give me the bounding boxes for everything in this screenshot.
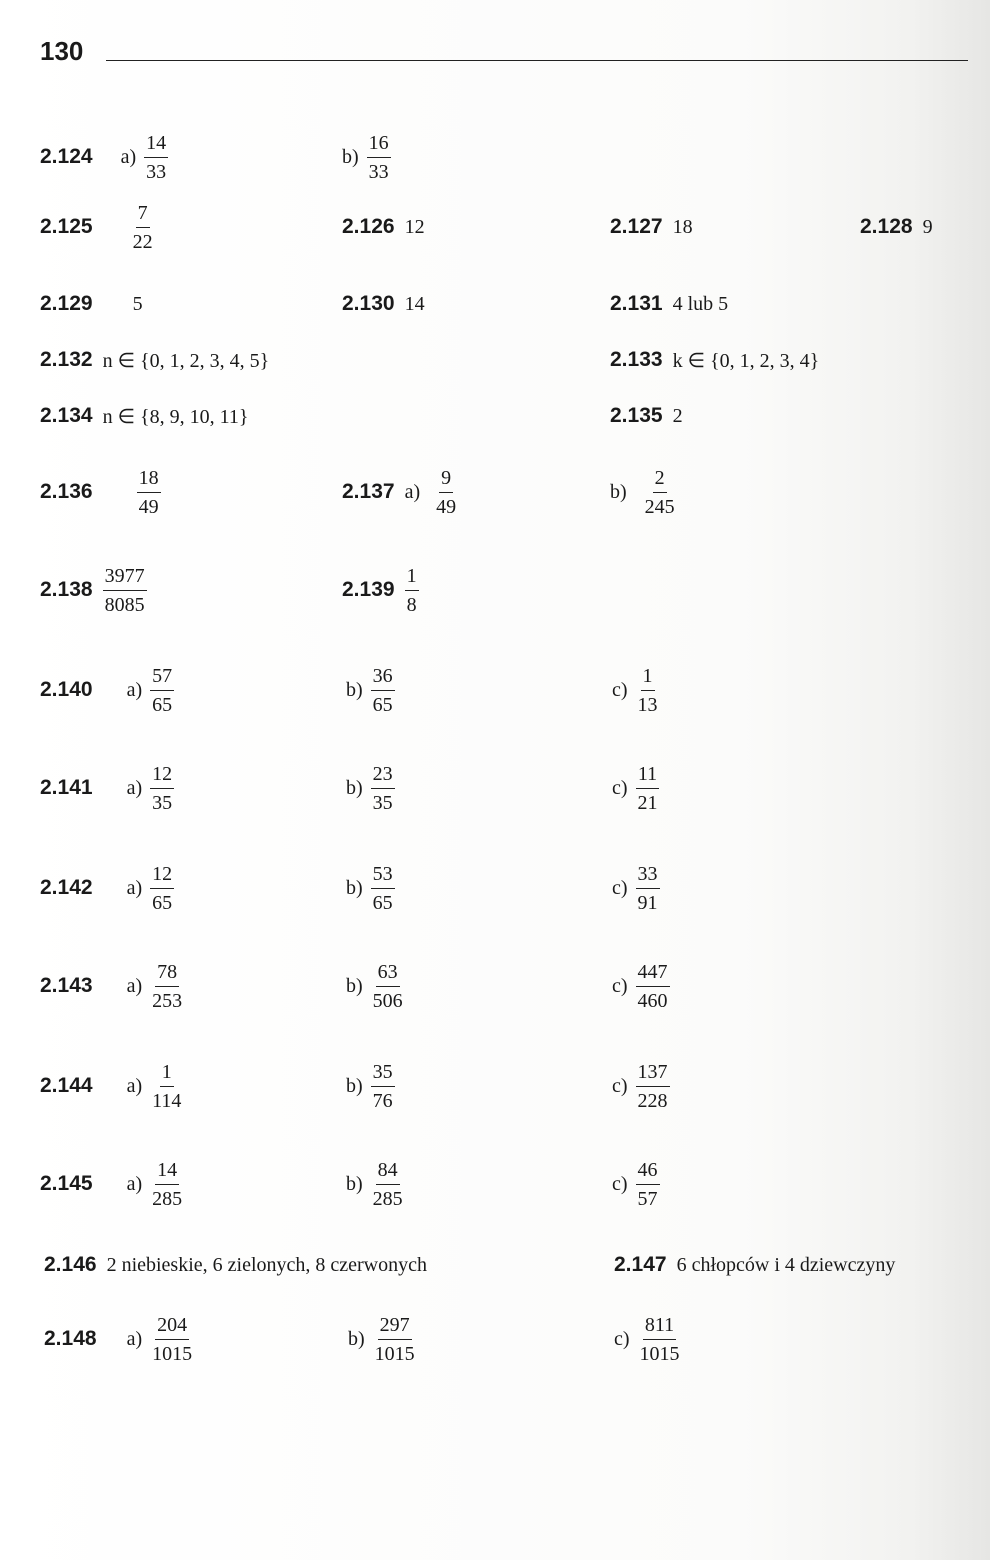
part-label-a: a) bbox=[126, 974, 143, 997]
answer-fraction-a bbox=[150, 863, 174, 914]
problem-number: 2.130 bbox=[342, 292, 395, 315]
part-label-c: c) bbox=[612, 974, 628, 997]
problem-number: 2.128 bbox=[860, 215, 913, 238]
answer-row-2-148 bbox=[0, 1308, 990, 1370]
answer-fraction-a bbox=[150, 665, 174, 716]
numerator: 53 bbox=[371, 863, 395, 889]
denominator: 33 bbox=[146, 160, 167, 183]
part-label-b: b) bbox=[346, 974, 363, 997]
answer-row-2-132 bbox=[0, 342, 990, 378]
answer-fraction bbox=[103, 565, 147, 616]
answer-fraction-b bbox=[373, 1314, 417, 1365]
part-label-b: b) bbox=[346, 1172, 363, 1195]
answer-set: k ∈ {0, 1, 2, 3, 4} bbox=[672, 349, 820, 372]
numerator: 46 bbox=[636, 1159, 660, 1185]
denominator: 91 bbox=[637, 891, 658, 914]
answer-fraction-c bbox=[636, 763, 660, 814]
part-label-a: a) bbox=[404, 480, 421, 503]
numerator: 18 bbox=[137, 467, 161, 493]
answer-fraction-a bbox=[434, 467, 458, 518]
numerator: 1 bbox=[641, 665, 655, 691]
denominator: 35 bbox=[372, 791, 393, 814]
answer-fraction-c bbox=[636, 863, 660, 914]
part-label-a: a) bbox=[126, 1172, 143, 1195]
part-label-b: b) bbox=[348, 1327, 365, 1350]
header-rule bbox=[106, 60, 968, 61]
answer-value: 9 bbox=[922, 215, 933, 238]
denominator: 33 bbox=[368, 160, 389, 183]
problem-number: 2.133 bbox=[610, 348, 663, 371]
page-number: 130 bbox=[40, 36, 84, 66]
problem-number: 2.148 bbox=[44, 1327, 97, 1350]
problem-number: 2.145 bbox=[40, 1172, 93, 1195]
numerator: 78 bbox=[155, 961, 179, 987]
part-label-b: b) bbox=[346, 876, 363, 899]
denominator: 35 bbox=[152, 791, 173, 814]
numerator: 12 bbox=[150, 763, 174, 789]
problem-number: 2.126 bbox=[342, 215, 395, 238]
denominator: 460 bbox=[637, 989, 668, 1012]
part-label-a: a) bbox=[126, 776, 143, 799]
answer-fraction-b bbox=[371, 863, 395, 914]
denominator: 8085 bbox=[104, 593, 145, 616]
denominator: 245 bbox=[644, 495, 675, 518]
numerator: 36 bbox=[371, 665, 395, 691]
answer-fraction bbox=[137, 467, 161, 518]
denominator: 1015 bbox=[639, 1342, 680, 1365]
denominator: 228 bbox=[637, 1089, 668, 1112]
part-label-c: c) bbox=[612, 876, 628, 899]
denominator: 21 bbox=[637, 791, 658, 814]
answer-fraction-b bbox=[371, 665, 395, 716]
numerator: 204 bbox=[155, 1314, 189, 1340]
problem-number: 2.147 bbox=[614, 1253, 667, 1276]
part-label-a: a) bbox=[126, 678, 143, 701]
part-label-a: a) bbox=[126, 876, 143, 899]
numerator: 12 bbox=[150, 863, 174, 889]
denominator: 65 bbox=[152, 693, 173, 716]
part-label-b: b) bbox=[346, 1074, 363, 1097]
part-label-b: b) bbox=[342, 145, 359, 168]
part-label-c: c) bbox=[612, 1074, 628, 1097]
part-label-c: c) bbox=[614, 1327, 630, 1350]
denominator: 8 bbox=[406, 593, 417, 616]
answer-fraction-b bbox=[371, 961, 405, 1012]
answer-fraction-c bbox=[638, 1314, 682, 1365]
denominator: 1015 bbox=[152, 1342, 193, 1365]
answer-row-2-143 bbox=[0, 956, 990, 1016]
part-label-a: a) bbox=[120, 145, 137, 168]
problem-number: 2.138 bbox=[40, 578, 93, 601]
numerator: 35 bbox=[371, 1061, 395, 1087]
problem-number: 2.141 bbox=[40, 776, 93, 799]
denominator: 65 bbox=[372, 891, 393, 914]
answer-value: 14 bbox=[404, 292, 425, 315]
answer-fraction-c bbox=[636, 665, 660, 716]
numerator: 297 bbox=[378, 1314, 412, 1340]
denominator: 65 bbox=[372, 693, 393, 716]
numerator: 23 bbox=[371, 763, 395, 789]
numerator: 3977 bbox=[103, 565, 147, 591]
answer-fraction-b bbox=[371, 1159, 405, 1210]
answer-fraction bbox=[405, 565, 419, 616]
denominator: 1015 bbox=[374, 1342, 415, 1365]
answer-set: n ∈ {8, 9, 10, 11} bbox=[102, 405, 249, 428]
problem-number: 2.124 bbox=[40, 145, 93, 168]
denominator: 253 bbox=[152, 989, 183, 1012]
numerator: 1 bbox=[160, 1061, 174, 1087]
answer-row-2-140 bbox=[0, 660, 990, 720]
answer-row-2-125 bbox=[0, 198, 990, 256]
answer-value: 12 bbox=[404, 215, 425, 238]
part-label-a: a) bbox=[126, 1327, 143, 1350]
denominator: 76 bbox=[372, 1089, 393, 1112]
answer-fraction-b bbox=[371, 1061, 395, 1112]
part-label-c: c) bbox=[612, 1172, 628, 1195]
numerator: 14 bbox=[155, 1159, 179, 1185]
numerator: 9 bbox=[439, 467, 453, 493]
answer-value: 4 lub 5 bbox=[672, 292, 729, 315]
answer-fraction-c bbox=[636, 961, 670, 1012]
numerator: 1 bbox=[405, 565, 419, 591]
answer-row-2-129 bbox=[0, 286, 990, 322]
numerator: 33 bbox=[636, 863, 660, 889]
part-label-c: c) bbox=[612, 776, 628, 799]
answer-value: 5 bbox=[132, 292, 143, 315]
answer-row-2-142 bbox=[0, 858, 990, 918]
numerator: 57 bbox=[150, 665, 174, 691]
numerator: 16 bbox=[367, 132, 391, 158]
answer-row-2-136 bbox=[0, 462, 990, 522]
problem-number: 2.127 bbox=[610, 215, 663, 238]
answer-text: 2 niebieskie, 6 zielonych, 8 czerwonych bbox=[106, 1253, 428, 1276]
problem-number: 2.134 bbox=[40, 404, 93, 427]
answer-text: 6 chłopców i 4 dziewczyny bbox=[676, 1253, 896, 1276]
answer-row-2-141 bbox=[0, 758, 990, 818]
answer-value: 2 bbox=[672, 404, 683, 427]
problem-number: 2.146 bbox=[44, 1253, 97, 1276]
numerator: 137 bbox=[636, 1061, 670, 1087]
part-label-b: b) bbox=[346, 678, 363, 701]
denominator: 65 bbox=[152, 891, 173, 914]
denominator: 114 bbox=[152, 1089, 182, 1112]
part-label-a: a) bbox=[126, 1074, 143, 1097]
numerator: 2 bbox=[653, 467, 667, 493]
answer-fraction-a bbox=[150, 1159, 184, 1210]
part-label-b: b) bbox=[346, 776, 363, 799]
numerator: 63 bbox=[376, 961, 400, 987]
answer-value: 18 bbox=[672, 215, 693, 238]
numerator: 14 bbox=[144, 132, 168, 158]
denominator: 13 bbox=[637, 693, 658, 716]
part-label-b: b) bbox=[610, 480, 627, 503]
problem-number: 2.143 bbox=[40, 974, 93, 997]
numerator: 11 bbox=[636, 763, 659, 789]
answer-fraction-a bbox=[144, 132, 168, 183]
problem-number: 2.140 bbox=[40, 678, 93, 701]
problem-number: 2.135 bbox=[610, 404, 663, 427]
problem-number: 2.136 bbox=[40, 480, 93, 503]
answer-row-2-144 bbox=[0, 1056, 990, 1116]
denominator: 285 bbox=[152, 1187, 183, 1210]
denominator: 57 bbox=[637, 1187, 658, 1210]
answer-fraction-c bbox=[636, 1061, 670, 1112]
problem-number: 2.144 bbox=[40, 1074, 93, 1097]
problem-number: 2.132 bbox=[40, 348, 93, 371]
problem-number: 2.131 bbox=[610, 292, 663, 315]
answer-fraction-b bbox=[367, 132, 391, 183]
denominator: 49 bbox=[138, 495, 159, 518]
answer-fraction-b bbox=[643, 467, 677, 518]
problem-number: 2.125 bbox=[40, 215, 93, 238]
problem-number: 2.142 bbox=[40, 876, 93, 899]
answer-row-2-124 bbox=[0, 128, 990, 186]
answer-fraction bbox=[131, 202, 155, 253]
part-label-c: c) bbox=[612, 678, 628, 701]
denominator: 506 bbox=[372, 989, 403, 1012]
numerator: 447 bbox=[636, 961, 670, 987]
problem-number: 2.129 bbox=[40, 292, 93, 315]
answer-row-2-138 bbox=[0, 560, 990, 620]
numerator: 84 bbox=[376, 1159, 400, 1185]
denominator: 49 bbox=[436, 495, 457, 518]
denominator: 22 bbox=[132, 230, 153, 253]
numerator: 7 bbox=[136, 202, 150, 228]
answer-fraction-b bbox=[371, 763, 395, 814]
answer-fraction-a bbox=[150, 1061, 183, 1112]
answer-row-2-134 bbox=[0, 398, 990, 434]
answer-row-2-146 bbox=[0, 1246, 990, 1284]
answer-fraction-c bbox=[636, 1159, 660, 1210]
problem-number: 2.137 bbox=[342, 480, 395, 503]
denominator: 285 bbox=[372, 1187, 403, 1210]
numerator: 811 bbox=[643, 1314, 676, 1340]
answer-fraction-a bbox=[150, 763, 174, 814]
problem-number: 2.139 bbox=[342, 578, 395, 601]
answer-fraction-a bbox=[150, 961, 184, 1012]
answer-set: n ∈ {0, 1, 2, 3, 4, 5} bbox=[102, 349, 270, 372]
answer-row-2-145 bbox=[0, 1154, 990, 1214]
answer-fraction-a bbox=[150, 1314, 194, 1365]
